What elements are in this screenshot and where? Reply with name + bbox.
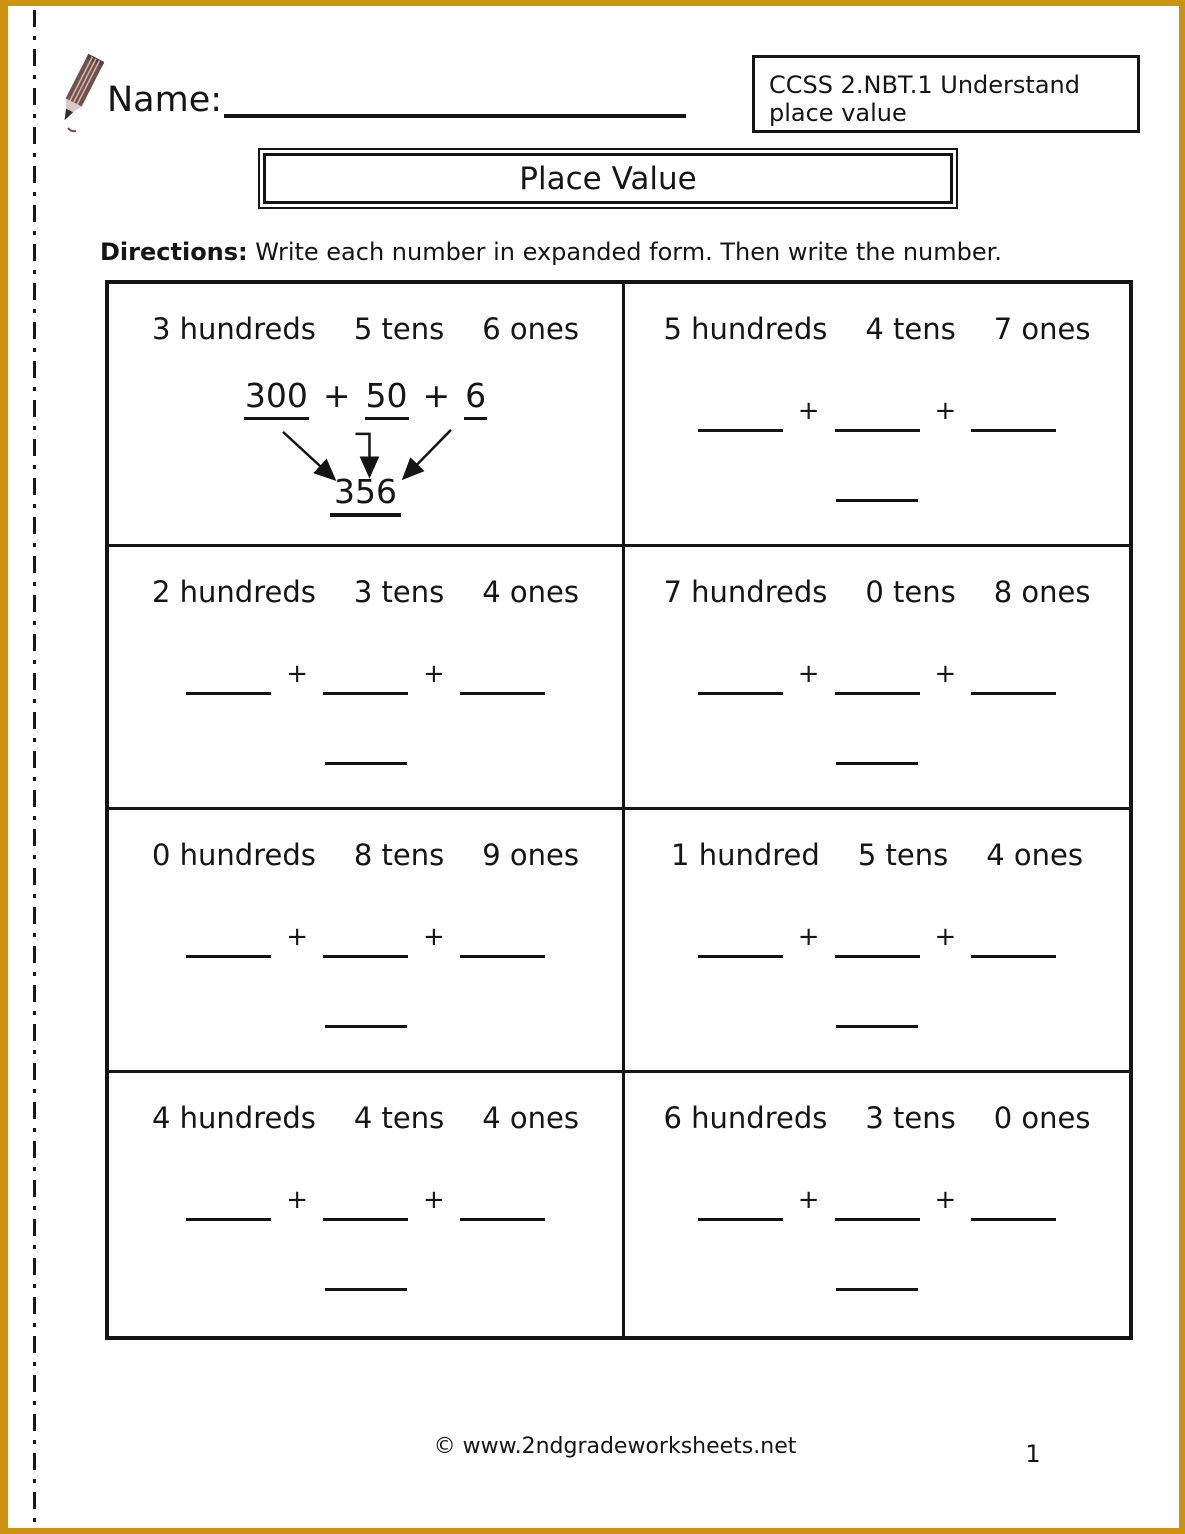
blank-tens[interactable] (323, 661, 408, 695)
tens-text: 3 tens (865, 1101, 956, 1135)
ones-text: 4 ones (482, 1101, 579, 1135)
tens-text: 0 tens (865, 575, 956, 609)
answer-row (625, 729, 1129, 765)
problem-cell (625, 810, 1129, 1073)
gold-border-bottom (0, 1528, 1185, 1534)
blank-number[interactable] (325, 994, 407, 1028)
example-addend-ones: 6 (464, 376, 487, 420)
hundreds-text: 5 hundreds (663, 312, 828, 346)
blank-tens[interactable] (835, 1187, 920, 1221)
plus-sign: + (934, 1185, 957, 1215)
example-addend-hundreds: 300 (244, 376, 309, 420)
expanded-form-blanks (109, 1185, 622, 1221)
standard-box (752, 55, 1140, 133)
plus-sign: + (286, 659, 308, 689)
plus-sign: + (422, 376, 451, 415)
answer-row (625, 992, 1129, 1028)
plus-sign: + (797, 396, 820, 426)
plus-sign: + (423, 659, 445, 689)
example-expanded-form (109, 376, 622, 420)
blank-hundreds[interactable] (698, 661, 783, 695)
directions-label: Directions: (100, 238, 248, 266)
answer-row (109, 729, 622, 765)
tens-text: 8 tens (353, 838, 445, 872)
ones-text: 6 ones (482, 312, 579, 346)
title-box-inner (263, 153, 953, 204)
name-row (107, 82, 686, 118)
plus-sign: + (423, 922, 445, 952)
plus-sign: + (797, 1185, 820, 1215)
example-cell (109, 284, 625, 547)
blank-ones[interactable] (971, 924, 1056, 958)
tens-text: 4 tens (353, 1101, 445, 1135)
blank-hundreds[interactable] (698, 398, 783, 432)
directions-text: Write each number in expanded form. Then write the number. (255, 238, 1002, 266)
example-heading (109, 312, 622, 346)
problem-cell (109, 1073, 625, 1336)
blank-ones[interactable] (971, 1187, 1056, 1221)
answer-row (625, 466, 1129, 502)
problem-heading (625, 312, 1129, 346)
example-addend-tens: 50 (365, 376, 409, 420)
hundreds-text: 3 hundreds (152, 312, 316, 346)
plus-sign: + (934, 922, 957, 952)
blank-number[interactable] (836, 468, 918, 502)
problem-cell (109, 810, 625, 1073)
title-box (258, 148, 958, 209)
blank-ones[interactable] (460, 1187, 545, 1221)
problem-heading (625, 838, 1129, 872)
expanded-form-blanks (109, 922, 622, 958)
problems-table (105, 280, 1133, 1340)
expanded-form-blanks (625, 659, 1129, 695)
tens-text: 5 tens (353, 312, 445, 346)
tens-text: 4 tens (865, 312, 956, 346)
plus-sign: + (286, 922, 308, 952)
tens-text: 5 tens (857, 838, 949, 872)
hundreds-text: 2 hundreds (152, 575, 316, 609)
dashed-cut-line (33, 10, 36, 1526)
blank-ones[interactable] (971, 661, 1056, 695)
ones-text: 8 ones (993, 575, 1091, 609)
blank-ones[interactable] (460, 924, 545, 958)
problem-cell (109, 547, 625, 810)
ones-text: 0 ones (993, 1101, 1091, 1135)
blank-number[interactable] (836, 994, 918, 1028)
hundreds-text: 7 hundreds (663, 575, 828, 609)
problem-cell (625, 1073, 1129, 1336)
directions (100, 238, 1002, 266)
ones-text: 7 ones (993, 312, 1091, 346)
expanded-form-blanks (625, 1185, 1129, 1221)
answer-row (625, 1255, 1129, 1291)
blank-number[interactable] (325, 1257, 407, 1291)
blank-tens[interactable] (323, 1187, 408, 1221)
plus-sign: + (934, 396, 957, 426)
blank-hundreds[interactable] (186, 661, 271, 695)
blank-tens[interactable] (835, 924, 920, 958)
plus-sign: + (423, 1185, 445, 1215)
hundreds-text: 6 hundreds (663, 1101, 828, 1135)
gold-border-right (1179, 0, 1185, 1534)
problem-heading (109, 1101, 622, 1135)
blank-tens[interactable] (835, 661, 920, 695)
problem-heading (625, 1101, 1129, 1135)
copyright-text: © www.2ndgradeworksheets.net (433, 1434, 797, 1459)
standard-text: CCSS 2.NBT.1 Understand place value (769, 71, 1080, 127)
answer-row (109, 992, 622, 1028)
blank-tens[interactable] (323, 924, 408, 958)
ones-text: 4 ones (482, 575, 579, 609)
blank-hundreds[interactable] (698, 1187, 783, 1221)
blank-hundreds[interactable] (186, 924, 271, 958)
expanded-form-blanks (625, 922, 1129, 958)
plus-sign: + (934, 659, 957, 689)
plus-sign: + (286, 1185, 308, 1215)
plus-sign: + (322, 376, 351, 415)
problem-heading (625, 575, 1129, 609)
pencil-icon (56, 50, 104, 136)
plus-sign: + (797, 922, 820, 952)
example-sum: 356 (330, 472, 401, 517)
ones-text: 9 ones (482, 838, 579, 872)
hundreds-text: 1 hundred (671, 838, 820, 872)
blank-number[interactable] (325, 731, 407, 765)
blank-tens[interactable] (835, 398, 920, 432)
gold-border-left (0, 0, 8, 1534)
expanded-form-blanks (109, 659, 622, 695)
page-number: 1 (1025, 1440, 1041, 1468)
hundreds-text: 4 hundreds (152, 1101, 316, 1135)
blank-number[interactable] (836, 1257, 918, 1291)
plus-sign: + (797, 659, 820, 689)
tens-text: 3 tens (353, 575, 445, 609)
problem-cell (625, 284, 1129, 547)
hundreds-text: 0 hundreds (152, 838, 316, 872)
blank-number[interactable] (836, 731, 918, 765)
blank-hundreds[interactable] (698, 924, 783, 958)
blank-ones[interactable] (971, 398, 1056, 432)
expanded-form-blanks (625, 396, 1129, 432)
problem-heading (109, 575, 622, 609)
page-title: Place Value (519, 160, 697, 197)
answer-row (109, 1255, 622, 1291)
blank-hundreds[interactable] (186, 1187, 271, 1221)
blank-ones[interactable] (460, 661, 545, 695)
problem-heading (109, 838, 622, 872)
example-sum-row (109, 472, 622, 517)
name-label: Name: (107, 80, 223, 120)
problem-cell (625, 547, 1129, 810)
ones-text: 4 ones (986, 838, 1083, 872)
name-fill-in-line[interactable] (224, 88, 686, 118)
gold-border-top (0, 0, 1185, 6)
